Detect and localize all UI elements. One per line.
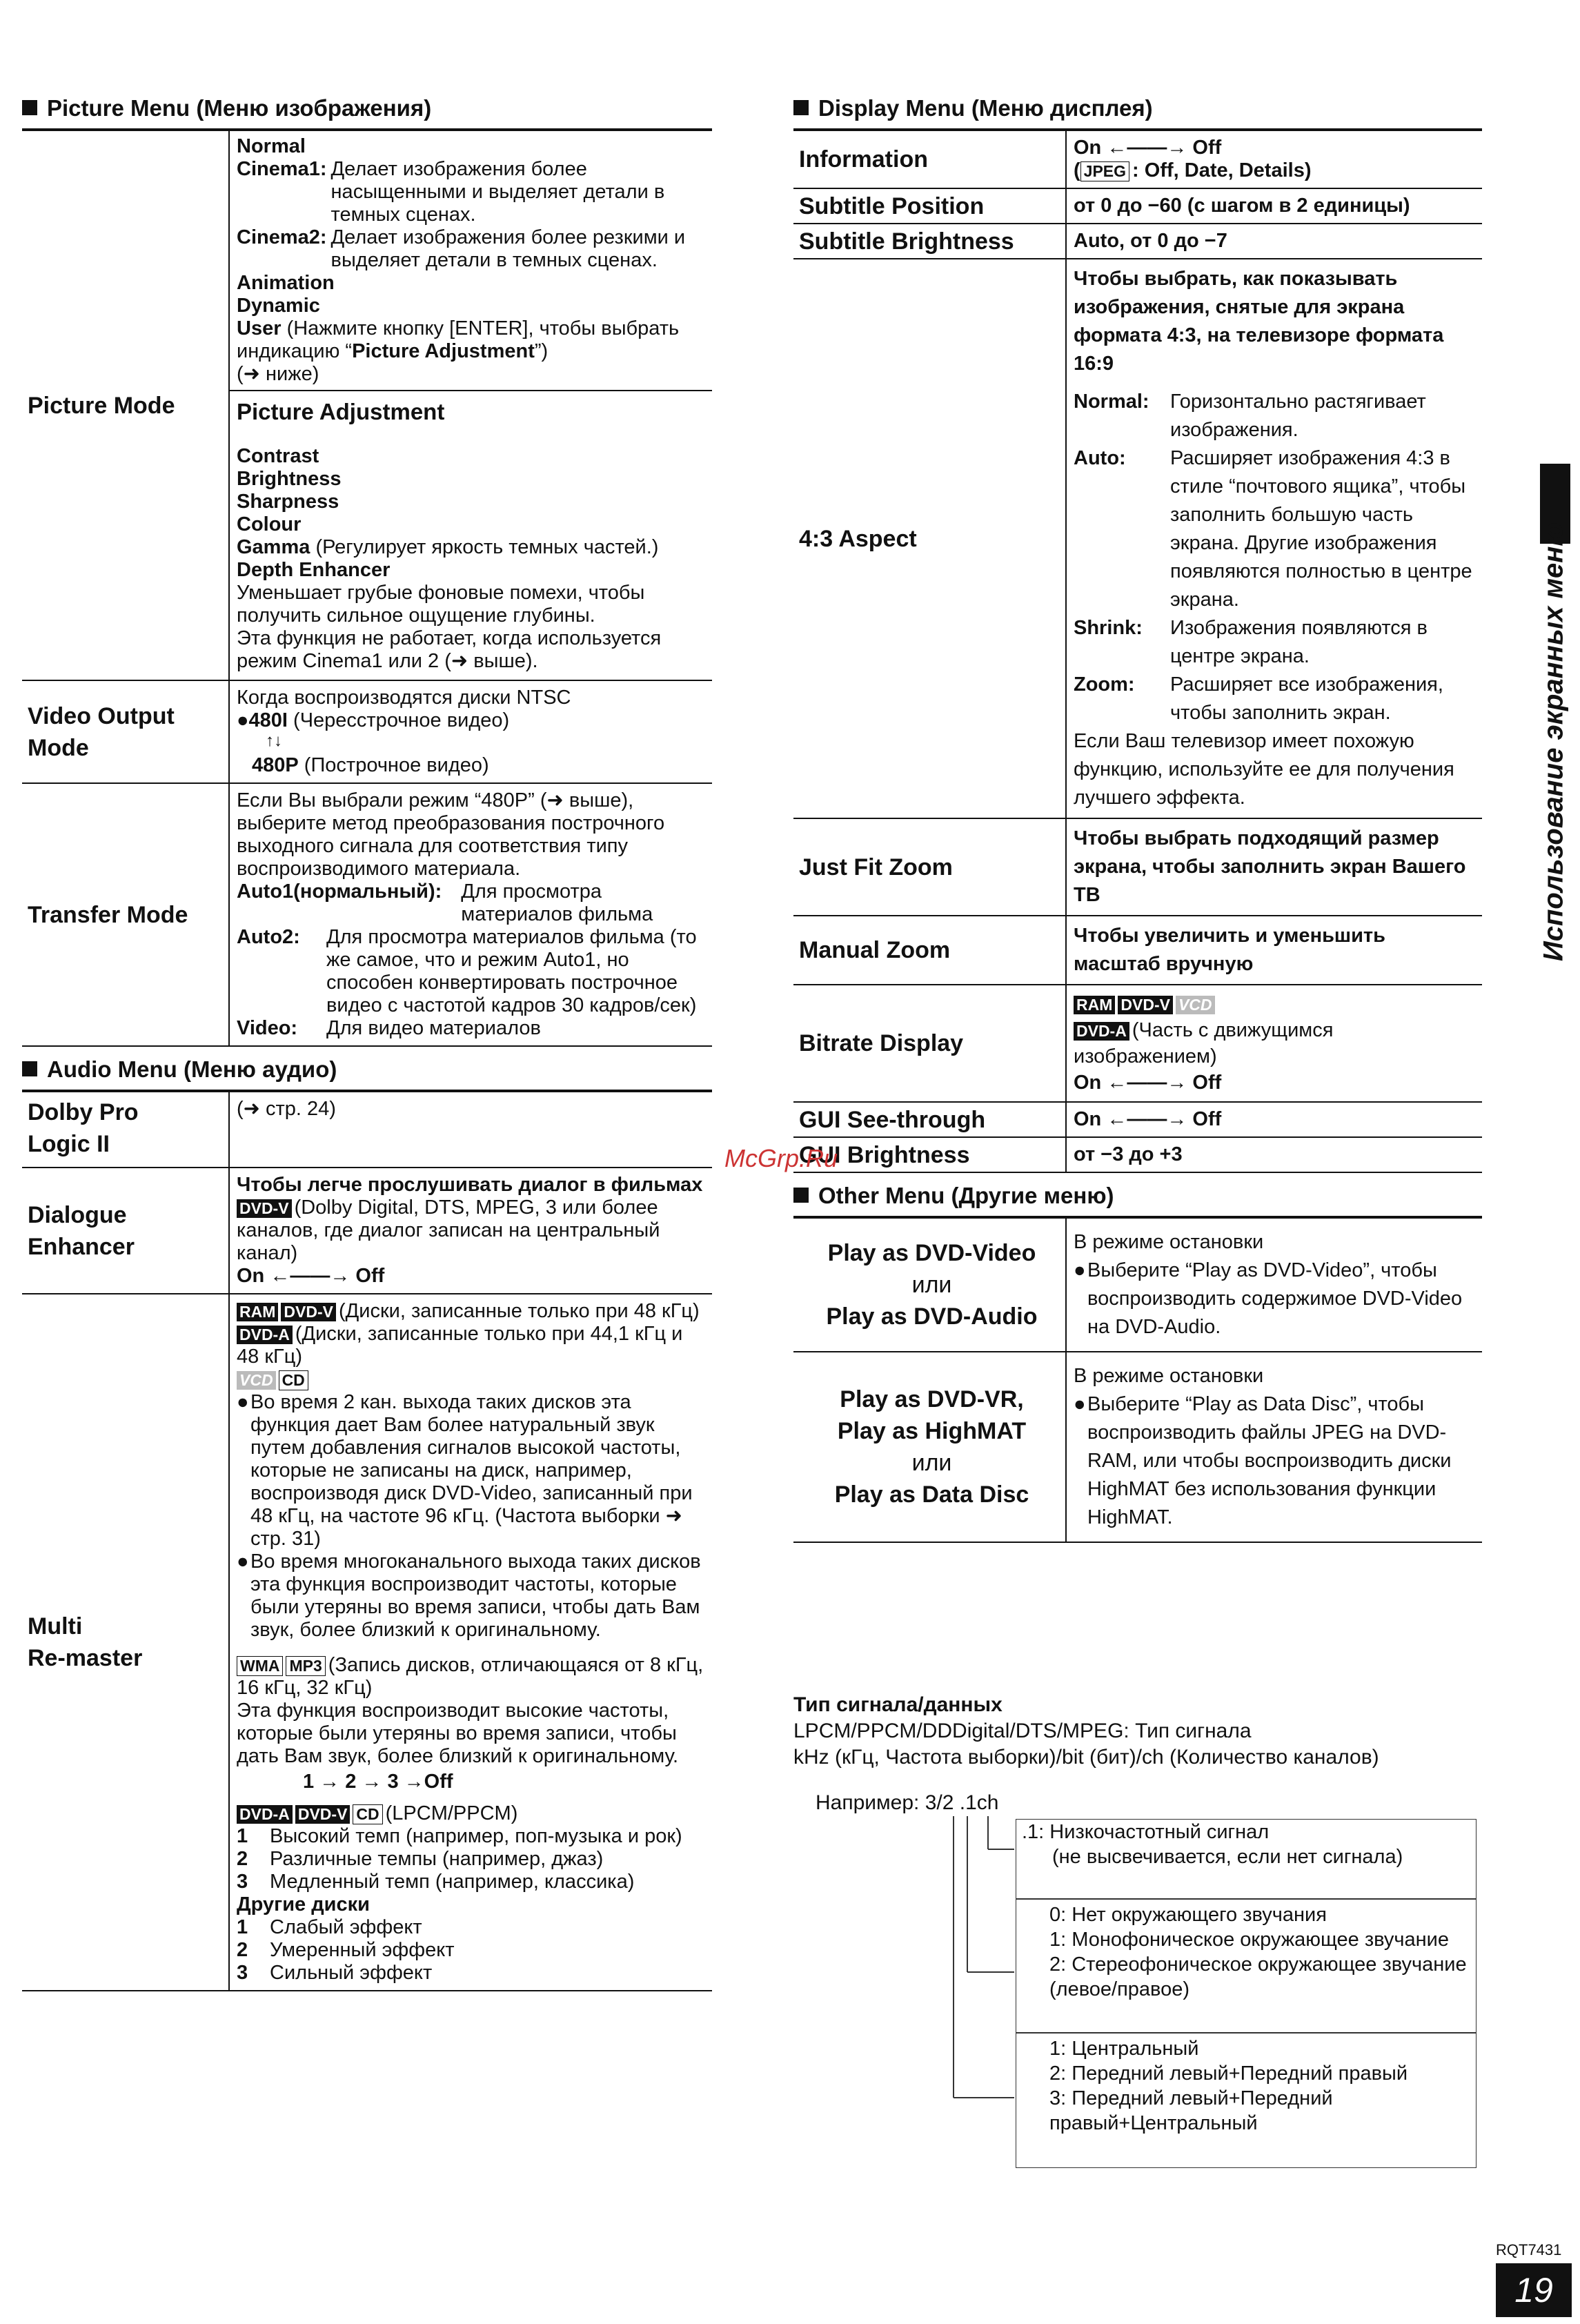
mp3-badge: MP3: [286, 1656, 325, 1676]
dvd-a-badge: DVD-A: [237, 1805, 293, 1824]
information-row: Information On ←——→ Off ( JPEG : Off, Date, Details): [793, 130, 1482, 188]
transfer-mode-row: Transfer Mode Если Вы выбрали режим “480P” (➜ выше), выберите метод преобразования построчного выходного сигнала для соответствия типу воспроизводимого материала. Auto1(нормальный): Для просмотра материалов фильма Auto2: Для просмотра материалов фильма (то же самое, что и режим Auto1, но способен конвертировать построчное видео с частотой кадров 30 кадров/сек) Video: Для видео материалов: [22, 783, 712, 1046]
gui-brightness-row: GUI Brightness от −3 до +3: [793, 1137, 1482, 1172]
dvd-v-badge: DVD-V: [237, 1199, 292, 1218]
up-down-arrow-icon: ↑↓: [266, 731, 282, 750]
picture-mode-row: Picture Mode Normal Cinema1: Делает изображения более насыщенными и выделяет детали в темных сценах. Cinema2: Делает изображения более резкими и выделяет детали в темных сценах. Animation Dynamic User (Нажмите кнопку [ENTER], чтобы выбрать индикацию “Picture Adjustment”) (➜ ниже) Picture Adjustment Contrast Brightness Sharpness Colour Gamma (Регулирует яркость темных частей.) Depth Enhancer Уменьшает грубые фоновые помехи, чтобы получить сильное ощущение глубины. Эта функция не работает, когда используется режим Cinema1 или 2 (➜ выше).: [22, 130, 712, 680]
wma-badge: WMA: [237, 1656, 283, 1676]
signal-type-block: Тип сигнала/данных LPCM/PPCM/DDDigital/DTS/MPEG: Тип сигнала kHz (кГц, Частота выборки)/bit (бит)/ch (Количество каналов): [793, 1693, 1379, 1769]
subtitle-brightness-row: Subtitle Brightness Auto, от 0 до −7: [793, 224, 1482, 259]
picture-menu-table: [22, 128, 712, 1047]
audio-menu-table: [22, 1090, 712, 1991]
video-output-row: Video Output Mode Когда воспроизводятся диски NTSC ●480I (Чересстрочное видео) ↑↓ 480P (Построчное видео): [22, 680, 712, 783]
transfer-mode-label: Transfer Mode: [28, 901, 188, 928]
jpeg-badge: JPEG: [1080, 161, 1129, 181]
dolby-row: Dolby Pro Logic II (➜ стр. 24): [22, 1091, 712, 1168]
play-as-data-row: Play as DVD-VR, Play as HighMAT или Play as Data Disc В режиме остановки ● Выберите “Play as Data Disc”, чтобы воспроизводить файлы JPEG на DVD-RAM, или чтобы воспроизводить диски HighMAT без использования функции HighMAT.: [793, 1352, 1482, 1542]
display-menu-heading: Display Menu (Меню дисплея): [793, 88, 1482, 128]
cd-badge: CD: [279, 1370, 308, 1390]
bitrate-row: Bitrate Display RAM DVD-V VCD DVD-A (Часть с движущимся изображением) On ←——→ Off: [793, 985, 1482, 1102]
display-menu-table: [793, 128, 1482, 1173]
surround-box: 0: Нет окружающего звучания 1: Монофоническое окружающее звучание 2: Стереофоническое окружающее звучание (левое/правое): [1016, 1899, 1477, 2033]
subtitle-position-row: Subtitle Position от 0 до −60 (с шагом в 2 единицы): [793, 188, 1482, 224]
dvd-v-badge: DVD-V: [281, 1303, 336, 1321]
play-as-dvd-row: Play as DVD-Video или Play as DVD-Audio В режиме остановки ● Выберите “Play as DVD-Video”, чтобы воспроизводить содержимое DVD-Video на DVD-Audio.: [793, 1217, 1482, 1352]
doc-code: RQT7431: [1496, 2241, 1562, 2258]
front-box: 1: Центральный 2: Передний левый+Передний правый 3: Передний левый+Передний правый+Центральный: [1016, 2033, 1477, 2168]
picture-adjustment-title: Picture Adjustment: [237, 399, 445, 424]
cycle-sequence: 1 → 2 → 3 →Off: [303, 1771, 453, 1793]
dvd-v-badge: DVD-V: [1118, 996, 1173, 1014]
dvd-a-badge: DVD-A: [1074, 1022, 1129, 1041]
vcd-badge: VCD: [1176, 996, 1215, 1014]
just-fit-row: Just Fit Zoom Чтобы выбрать подходящий размер экрана, чтобы заполнить экран Вашего ТВ: [793, 818, 1482, 916]
right-column: [793, 88, 1482, 1543]
other-menu-heading: Other Menu (Другие меню): [793, 1176, 1482, 1216]
multi-remaster-row: Multi Re-master RAM DVD-V (Диски, записанные только при 48 кГц) DVD-A (Диски, записанные только при 44,1 кГц и 48 кГц) VCD CD ● Во время 2 кан. выхода таких дисков эта функция дает Вам более натуральный звук путем добавления сигналов высокой частоты, которые не записаны на диск, например, воспроизводя диск DVD-Video, записанный при 48 кГц, на частоте 96 кГц. (Частота выборки ➜ стр. 31) ● Во время многоканального выхода таких дисков эта функция воспроизводит частоты, которые были утеряны во время записи, чтобы дать Вам звук, более близкий к оригинальному. WMA MP3 (Запись дисков, отличающаяся от 8 кГц, 16 кГц, 32 кГц) Эта функция воспроизводит высокие частоты, которые были утеряны во время записи, чтобы дать Вам звук, более близкий к оригинальному. 1 → 2 → 3 →Off DVD-A DVD-V CD (LPCM/PPCM) 1 Высокий темп (например, поп-музыка и рок) 2 Различные темпы (например, джаз) 3 Медленный темп (например, классика) Другие диски 1 Слабый эффект 2 Умеренный эффект 3 Сильный эффект: [22, 1294, 712, 1991]
left-column: [22, 88, 712, 1991]
ram-badge: RAM: [1074, 996, 1115, 1014]
aspect-row: 4:3 Aspect Чтобы выбрать, как показывать изображения, снятые для экрана формата 4:3, на телевизоре формата 16:9 Normal: Горизонтально растягивает изображения. Auto: Расширяет изображения 4:3 в стиле “почтового ящика”, чтобы заполнить большую часть экрана. Другие изображения появляются полностью в центре экрана. Shrink: Изображения появляются в центре экрана. Zoom: Расширяет все изображения, чтобы заполнить экран. Если Ваш телевизор имеет похожую функцию, используйте ее для получения лучшего эффекта.: [793, 259, 1482, 818]
ram-badge: RAM: [237, 1303, 278, 1321]
dvd-v-badge: DVD-V: [295, 1805, 350, 1824]
bracket-lines: [945, 1816, 1021, 2120]
other-menu-table: [793, 1216, 1482, 1543]
video-output-label: Video Output Mode: [28, 702, 175, 761]
gui-see-through-row: GUI See-through On ←——→ Off: [793, 1102, 1482, 1137]
side-section-title: Использование экранных меню: [1538, 522, 1569, 962]
picture-mode-label: Picture Mode: [28, 392, 175, 419]
audio-menu-heading: Audio Menu (Меню аудио): [22, 1050, 712, 1090]
vcd-badge: VCD: [237, 1371, 276, 1390]
cd-badge: CD: [353, 1804, 382, 1824]
lfe-box: .1: Низкочастотный сигнал (не высвечивается, если нет сигнала): [1016, 1819, 1477, 1899]
example-value: 3/2 .1ch: [925, 1791, 999, 1814]
picture-menu-heading: Picture Menu (Меню изображения): [22, 88, 712, 128]
watermark: McGrp.Ru: [724, 1144, 838, 1172]
manual-zoom-row: Manual Zoom Чтобы увеличить и уменьшить масштаб вручную: [793, 916, 1482, 985]
dialogue-row: Dialogue Enhancer Чтобы легче прослушивать диалог в фильмах DVD-V (Dolby Digital, DTS, MPEG, 3 или более каналов, где диалог записан на центральный канал) On ←——→ Off: [22, 1168, 712, 1294]
page-number: 19: [1496, 2263, 1572, 2317]
dvd-a-badge: DVD-A: [237, 1326, 293, 1344]
